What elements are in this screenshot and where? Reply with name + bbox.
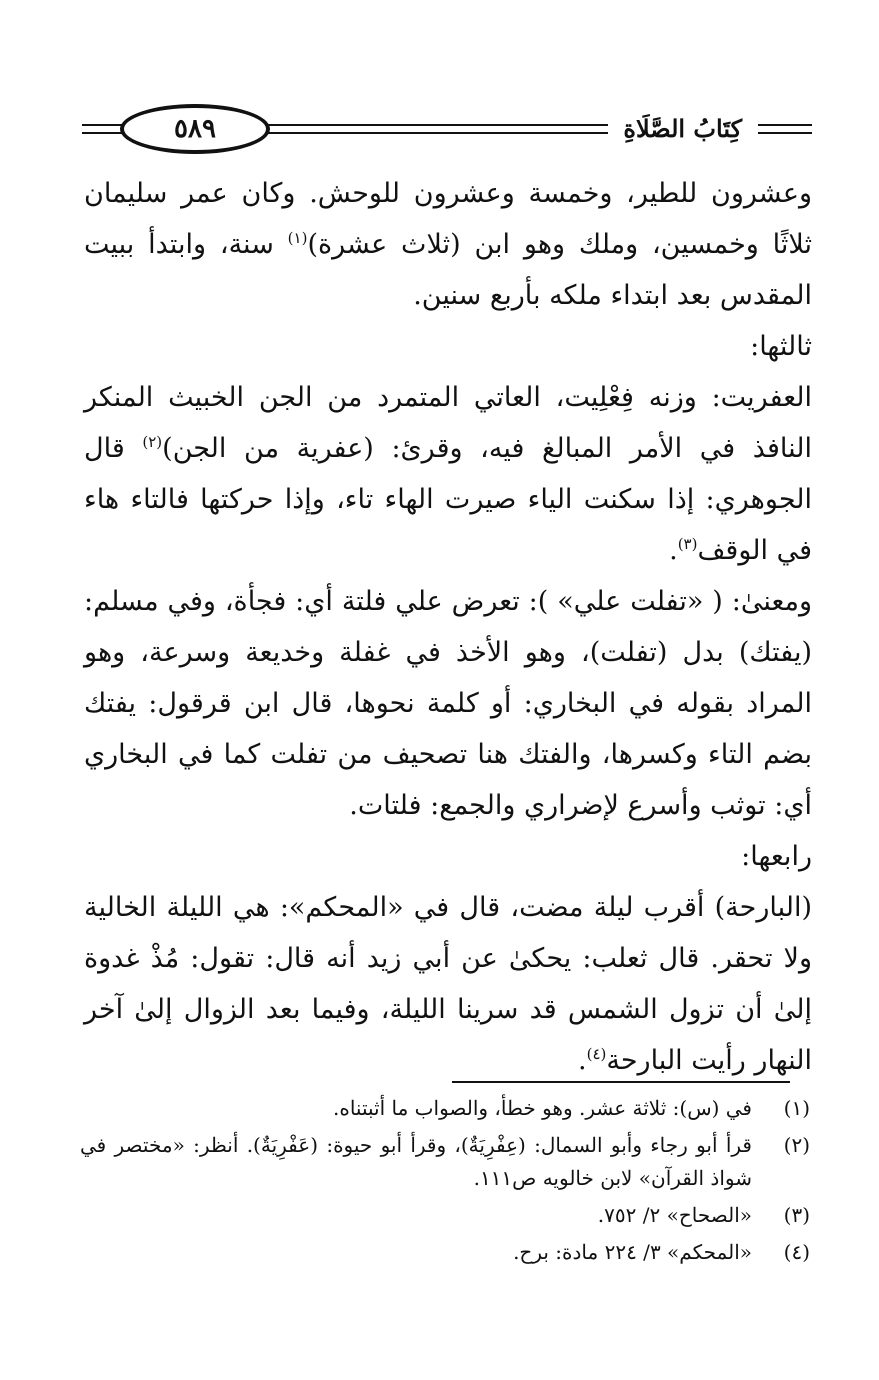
paragraph: [84, 372, 812, 576]
footnote-text: قرأ أبو رجاء وأبو السمال: (عِفْرِيَةٌ)، وقرأ أبو حيوة: (عَفْرِيَةٌ). أنظر: «مختصر في شواذ القرآن» لابن خالويه ص١١١.: [80, 1133, 752, 1190]
footnote-number: (٣): [783, 1203, 810, 1227]
footnote-ref: (٢): [142, 433, 163, 451]
page-header: [82, 104, 812, 160]
footnote-divider: [452, 1081, 790, 1083]
paragraph: [84, 168, 812, 321]
section-heading: ثالثها:: [750, 331, 812, 362]
footnote-number: (٢): [783, 1133, 810, 1157]
text-run: العفريت: وزنه فِعْلِيت، العاتي المتمرد من الجن الخبيث المنكر النافذ في الأمر المبالغ فيه، وقرئ: (عفرية من الجن): [84, 382, 812, 464]
text-run: قال الجوهري: إذا سكنت الياء صيرت الهاء تاء، وإذا حركتها فالتاء هاء في الوقف: [84, 433, 812, 566]
header-rule-left-bottom: [82, 132, 122, 134]
header-rule-right-top: [758, 124, 812, 126]
footnote-text: في (س): ثلاثة عشر. وهو خطأ، والصواب ما أثبتناه.: [333, 1096, 752, 1120]
header-rule-middle-top: [268, 124, 608, 126]
paragraph: ومعنىٰ: ( «تفلت علي» ): تعرض علي فلتة أي: فجأة، وفي مسلم: (يفتك) بدل (تفلت)، وهو الأخذ في غفلة وخديعة وسرعة، وهو المراد بقوله في البخاري: أو كلمة نحوها، قال ابن قرقول: يفتك بضم التاء وكسرها، والفتك هنا تصحيف من تفلت كما في البخاري أي: توثب وأسرع لإضراري والجمع: فلتات.: [84, 586, 812, 821]
footnote: [80, 1129, 810, 1195]
footnote-ref: (١): [287, 229, 308, 247]
page-number: ٥٨٩: [120, 104, 270, 154]
footnote-text: «المحكم» ٣/ ٢٢٤ مادة: برح.: [513, 1240, 752, 1264]
text-run: وعشرون للطير، وخمسة وعشرون للوحش. وكان عمر سليمان ثلاثًا وخمسين، وملك وهو ابن (ثلاث عشرة): [84, 178, 813, 260]
footnote: [80, 1236, 810, 1269]
footnote: [80, 1199, 810, 1232]
footnote-ref: (٤): [586, 1045, 607, 1063]
footnotes: [80, 1092, 810, 1273]
section-heading: رابعها:: [741, 841, 812, 872]
running-title: كِتَابُ الصَّلَاةِ: [623, 114, 742, 143]
header-rule-middle-bottom: [268, 132, 608, 134]
footnote-number: (١): [783, 1096, 810, 1120]
footnote-text: «الصحاح» ٢/ ٧٥٢.: [597, 1203, 752, 1227]
text-run: سنة، وابتدأ ببيت المقدس بعد ابتداء ملكه بأربع سنين.: [84, 229, 812, 311]
text-run: .: [578, 1045, 587, 1076]
main-text: [84, 168, 812, 1086]
header-rule-right-bottom: [758, 132, 812, 134]
footnote-ref: (٣): [677, 535, 698, 553]
text-run: .: [669, 535, 678, 566]
paragraph: [84, 882, 812, 1086]
footnote-number: (٤): [783, 1240, 810, 1264]
footnote: [80, 1092, 810, 1125]
header-rule-left-top: [82, 124, 122, 126]
text-run: (البارحة) أقرب ليلة مضت، قال في «المحكم»: هي الليلة الخالية ولا تحقر. قال ثعلب: يحكىٰ عن أبي زيد أنه قال: تقول: مُذْ غدوة إلىٰ أن تزول الشمس قد سرينا الليلة، وفيما بعد الزوال إلىٰ آخر النهار رأيت البارحة: [84, 892, 812, 1076]
